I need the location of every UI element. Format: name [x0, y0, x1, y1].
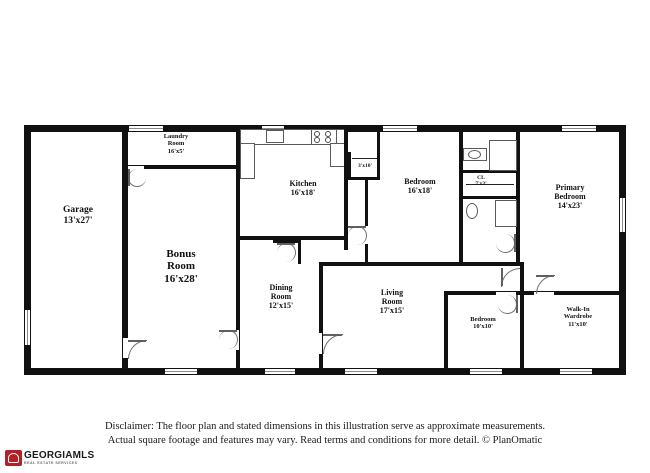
kitchen-counter-left — [240, 143, 255, 179]
exterior-wall-bottom — [24, 368, 626, 375]
room-name-primary-1: Primary — [555, 183, 585, 192]
room-dim-garage: 13'x27' — [63, 215, 93, 226]
wall-wardrobe-left — [520, 291, 524, 375]
door-leaf-bonus-garage — [128, 340, 146, 342]
logo-tagline: REAL ESTATE SERVICES — [24, 461, 78, 465]
room-name-closet: CL — [477, 175, 485, 181]
door-leaf-primary-wardrobe — [536, 275, 554, 277]
room-dim-dining: 12'x15' — [268, 300, 294, 310]
wall-bedroom3-closet — [444, 295, 447, 309]
wall-living-top — [319, 262, 369, 266]
room-label-primary — [530, 184, 610, 211]
room-name-living-1: Living — [380, 288, 404, 297]
kitchen-sink — [266, 130, 284, 143]
room-dim-bedroom2: 16'x18' — [407, 185, 433, 195]
door-leaf-bedroom3 — [516, 295, 518, 313]
window-bottom-bonus-line — [165, 371, 197, 372]
room-label-wardrobe — [548, 306, 608, 328]
door-leaf-bathroom — [514, 234, 516, 252]
wall-bath-bottom — [459, 262, 520, 266]
room-name-bonus-2: Room — [166, 260, 196, 273]
disclaimer-line-1: Disclaimer: The floor plan and stated dimensions in this illustration serve as approximate measurements. — [104, 421, 546, 432]
room-dim-primary: 14'x23' — [557, 200, 583, 210]
room-name-dining-2: Room — [270, 291, 292, 301]
range-burner-3 — [314, 137, 320, 143]
room-dim-bonus: 16'x28' — [164, 272, 198, 285]
logo-wordmark: GEORGIAMLS — [24, 450, 95, 461]
wall-hallcloset-right — [377, 125, 380, 180]
room-dim-living: 17'x15' — [379, 305, 405, 315]
bath-tub — [489, 140, 517, 171]
wall-hallcloset-bottom — [348, 177, 380, 180]
window-bottom-bedroom3-line — [470, 371, 502, 372]
door-bonus-dining — [219, 330, 238, 349]
window-top-bedroom2-line — [383, 128, 417, 129]
bath-toilet — [466, 203, 478, 219]
room-label-kitchen — [263, 180, 343, 198]
wall-closet-bonus-right — [298, 240, 301, 264]
room-dim-hall-closet: 3'x10' — [357, 163, 373, 169]
bath-sink — [468, 150, 481, 159]
wall-kitchen-left-lower — [236, 169, 240, 239]
door-primary-wardrobe — [536, 275, 555, 294]
door-leaf-bonus-dining — [219, 330, 237, 332]
door-leaf-primary — [501, 268, 503, 286]
room-name-laundry-2: Room — [167, 140, 185, 148]
room-dim-wardrobe: 11'x10' — [568, 320, 588, 328]
wall-kitchen-right — [344, 125, 348, 250]
room-name-bedroom2: Bedroom — [404, 177, 436, 186]
room-name-wardrobe-2: Wardrobe — [563, 313, 593, 321]
room-name-living-2: Room — [381, 296, 403, 306]
window-bottom-dining-line — [265, 371, 295, 372]
wall-dining-right — [319, 266, 323, 375]
door-laundry — [128, 169, 146, 187]
room-label-dining — [241, 284, 321, 311]
wall-bedroom2-left-lower — [365, 180, 368, 266]
exterior-wall-right — [619, 125, 626, 375]
door-bonus-garage — [128, 340, 147, 359]
wall-bath-cl-divider2 — [463, 196, 516, 199]
room-label-closet — [461, 175, 501, 187]
window-bottom-wardrobe-line — [560, 371, 592, 372]
window-left-garage-line — [27, 310, 28, 345]
room-label-bedroom2 — [380, 178, 460, 196]
dining-living-gap — [319, 333, 322, 354]
door-bedroom2 — [348, 226, 367, 245]
room-label-hall-closet — [348, 163, 382, 169]
room-name-kitchen: Kitchen — [289, 179, 317, 188]
window-top-laundry-line — [129, 128, 163, 129]
room-name-dining-1: Dining — [269, 283, 293, 292]
room-dim-bedroom3: 10'x10' — [473, 323, 493, 331]
door-dining-living — [323, 334, 343, 354]
room-dim-laundry: 16'x5' — [167, 147, 185, 155]
window-bottom-living-line — [345, 371, 377, 372]
door-bathroom — [496, 234, 515, 253]
window-right-primary-line — [622, 198, 623, 232]
room-label-living — [352, 289, 432, 316]
door-leaf-bedroom2 — [348, 226, 366, 228]
window-top-primary-line — [562, 128, 596, 129]
room-label-garage — [38, 205, 118, 226]
room-dim-kitchen: 16'x18' — [290, 187, 316, 197]
wall-bonus-right — [236, 236, 240, 375]
door-leaf-dining-living — [323, 334, 342, 336]
room-name-bedroom3: Bedroom — [470, 316, 496, 323]
door-bonus-closet — [277, 243, 296, 262]
room-label-laundry — [141, 133, 211, 155]
door-bedroom3 — [498, 295, 517, 314]
disclaimer — [0, 420, 650, 448]
room-name-primary-2: Bedroom — [554, 191, 586, 201]
door-leaf-laundry — [128, 169, 130, 186]
wall-bedroom2-bottom — [368, 262, 463, 266]
door-leaf-bonus-closet — [277, 243, 295, 245]
room-name-bonus-1: Bonus — [166, 248, 196, 260]
room-name-laundry-1: Laundry — [163, 133, 189, 140]
room-name-garage: Garage — [62, 205, 94, 215]
room-name-wardrobe-1: Walk-In — [566, 306, 590, 313]
house-icon — [5, 450, 22, 466]
bath-shower — [495, 200, 517, 227]
room-label-bonus — [136, 248, 226, 285]
room-dim-closet: 7'x3' — [475, 181, 487, 188]
door-primary — [501, 268, 520, 287]
disclaimer-line-2: Actual square footage and features may vary. Read terms and conditions for more detail. © PlanOmatic — [107, 435, 543, 447]
hallcloset-shelf — [352, 158, 377, 159]
georgia-mls-logo — [5, 449, 95, 468]
room-label-bedroom3 — [453, 316, 513, 331]
